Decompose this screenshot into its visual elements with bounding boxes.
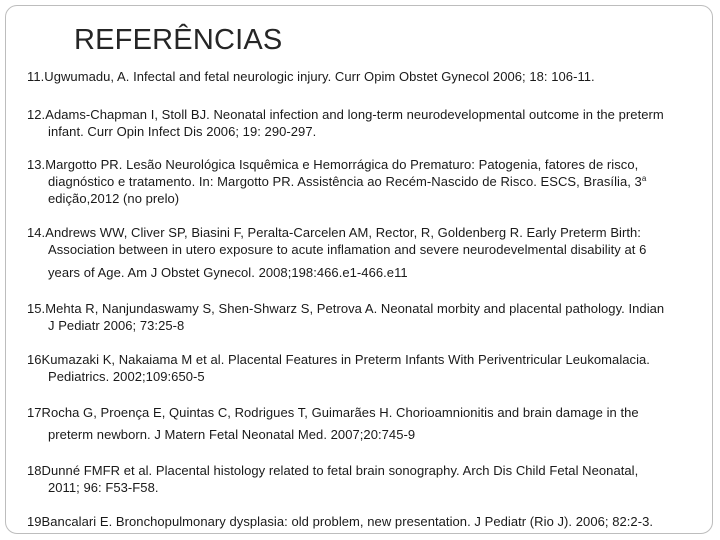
reference-line: 19Bancalari E. Bronchopulmonary dysplasia: old problem, new presentation. J Pediatr (Rio J). 2006; 82:2-3. bbox=[27, 514, 654, 529]
reference-line bbox=[27, 173, 715, 190]
reference-item bbox=[27, 300, 715, 334]
reference-item bbox=[27, 106, 715, 140]
reference-line: J Pediatr 2006; 73:25-8 bbox=[48, 318, 185, 333]
reference-item bbox=[27, 351, 715, 385]
reference-item bbox=[27, 68, 715, 85]
reference-line: preterm newborn. J Matern Fetal Neonatal Med. 2007;20:745-9 bbox=[48, 427, 416, 442]
reference-line: 12.Adams-Chapman I, Stoll BJ. Neonatal infection and long-term neurodevelopmental outcome in the preterm bbox=[27, 107, 664, 122]
superscript: a bbox=[641, 174, 647, 183]
reference-item bbox=[27, 224, 715, 281]
reference-line-text: diagnóstico e tratamento. In: Margotto PR. Assistência ao Recém-Nascido de Risco. ESCS, Brasília, 3 bbox=[48, 174, 642, 189]
reference-line: years of Age. Am J Obstet Gynecol. 2008;198:466.e1-466.e11 bbox=[48, 265, 408, 280]
reference-item bbox=[27, 404, 715, 443]
reference-line: 17Rocha G, Proença E, Quintas C, Rodrigues T, Guimarães H. Chorioamnionitis and brain damage in the bbox=[27, 405, 639, 420]
reference-line: edição,2012 (no prelo) bbox=[48, 191, 180, 206]
slide-title: REFERÊNCIAS bbox=[74, 24, 283, 56]
reference-item bbox=[27, 513, 715, 530]
reference-line: 14.Andrews WW, Cliver SP, Biasini F, Peralta-Carcelen AM, Rector, R, Goldenberg R. Early Preterm Birth: bbox=[27, 225, 641, 240]
reference-line: 11.Ugwumadu, A. Infectal and fetal neurologic injury. Curr Opim Obstet Gynecol 2006; 18: 106-11. bbox=[27, 69, 595, 84]
reference-line: 15.Mehta R, Nanjundaswamy S, Shen-Shwarz S, Petrova A. Neonatal morbity and placental pathology. Indian bbox=[27, 301, 665, 316]
reference-line: 18Dunné FMFR et al. Placental histology related to fetal brain sonography. Arch Dis Child Fetal Neonatal, bbox=[27, 463, 639, 478]
reference-line: 16Kumazaki K, Nakaiama M et al. Placental Features in Preterm Infants With Periventricular Leukomalacia. bbox=[27, 352, 650, 367]
reference-line: Pediatrics. 2002;109:650-5 bbox=[48, 369, 205, 384]
reference-line: 2011; 96: F53-F58. bbox=[48, 480, 159, 495]
reference-line: infant. Curr Opin Infect Dis 2006; 19: 290-297. bbox=[48, 124, 317, 139]
reference-item bbox=[27, 462, 715, 496]
reference-line: Association between in utero exposure to acute inflamation and severe neurodevelmental disability at 6 bbox=[48, 242, 647, 257]
reference-item bbox=[27, 156, 715, 207]
reference-line: 13.Margotto PR. Lesão Neurológica Isquêmica e Hemorrágica do Prematuro: Patogenia, fatores de risco, bbox=[27, 157, 639, 172]
